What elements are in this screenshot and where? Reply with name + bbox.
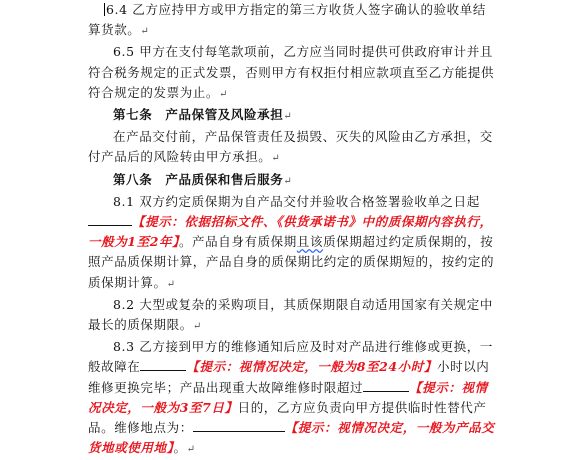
clause-8-3-text-b: 小时以内维修更换完毕；产品出现重大故障维修时限超过 bbox=[88, 359, 490, 395]
clause-6-5 bbox=[88, 42, 496, 105]
clause-8-2 bbox=[88, 295, 496, 337]
clause-6-4 bbox=[88, 0, 496, 42]
paragraph-mark-icon: ↵ bbox=[186, 444, 196, 456]
warranty-period-blank[interactable] bbox=[88, 213, 132, 226]
clause-8-3-text-c: 日的，乙方应负责向甲方提供临时性替代产品。维修地点为： bbox=[88, 399, 487, 436]
repair-hours-hint: 【提示：视情况决定，一般为8至24小时】 bbox=[186, 359, 437, 375]
article-7-text: 在产品交付前，产品保管责任及损毁、灭失的风险由乙方承担，交付产品后的风险转由甲方承担。 bbox=[88, 129, 493, 165]
article-7-body bbox=[88, 127, 496, 169]
paragraph-mark-icon: ↵ bbox=[283, 111, 293, 123]
text-cursor bbox=[104, 3, 105, 16]
clause-6-4-text: 6.4 乙方应持甲方或甲方指定的第三方收货人签字确认的验收单结算货款。 bbox=[88, 2, 486, 38]
clause-6-5-text: 6.5 甲方在支付每笔款项前，乙方应当同时提供可供政府审计并且符合税务规定的正式发票，否则甲方有权拒付相应款项直至乙方能提供符合规定的发票为止。 bbox=[88, 44, 495, 100]
clause-8-3-text-a: 8.3 乙方接到甲方的维修通知后应及时对产品进行维修或更换，一般故障在 bbox=[88, 339, 493, 375]
paragraph-mark-icon: ↵ bbox=[192, 321, 202, 333]
clause-8-1 bbox=[88, 192, 496, 295]
article-8-title: 第八条 产品质保和售后服务 bbox=[113, 171, 284, 187]
warranty-hint: 【提示：依据招标文件、《供货承诺书》中的质保期内容执行，一般为1至2年】 bbox=[88, 214, 493, 250]
clause-8-2-text: 8.2 大型或复杂的采购项目，其质保期限自动适用国家有关规定中最长的质保期限。 bbox=[88, 296, 493, 333]
contract-document bbox=[88, 0, 496, 460]
repair-location-hint: 【提示：视情况决定，一般为产品交货地或使用地】 bbox=[88, 420, 495, 456]
paragraph-mark-icon: ↵ bbox=[283, 175, 293, 187]
paragraph-mark-icon: ↵ bbox=[166, 278, 176, 290]
clause-8-1-text-a: 8.1 双方约定质保期为自产品交付并验收合格签署验收单之日起 bbox=[113, 193, 480, 209]
paragraph-mark-icon: ↵ bbox=[219, 88, 228, 100]
clause-8-1-text-c: 质保期超过约定质保期的，按照产品质保期计算，产品自身的质保期比约定的质保期短的，按约定的质保期计算。 bbox=[88, 234, 495, 290]
paragraph-mark-icon: ↵ bbox=[140, 26, 150, 38]
major-fault-days-blank[interactable] bbox=[363, 379, 409, 392]
repair-hours-blank[interactable] bbox=[140, 358, 186, 371]
major-fault-hint: 【提示：视情况决定，一般为3至7日】 bbox=[88, 379, 488, 415]
repair-location-blank[interactable] bbox=[193, 419, 285, 432]
article-8-heading bbox=[88, 170, 496, 192]
paragraph-mark-icon: ↵ bbox=[271, 153, 281, 165]
article-7-heading bbox=[88, 105, 496, 127]
clause-8-1-text-b: 。产品自身有质保期 bbox=[178, 234, 297, 250]
grammar-flag-text: 且该 bbox=[296, 234, 324, 250]
article-7-title: 第七条 产品保管及风险承担 bbox=[113, 107, 284, 123]
clause-8-3 bbox=[88, 337, 496, 460]
clause-8-3-end: 。 bbox=[173, 440, 187, 456]
